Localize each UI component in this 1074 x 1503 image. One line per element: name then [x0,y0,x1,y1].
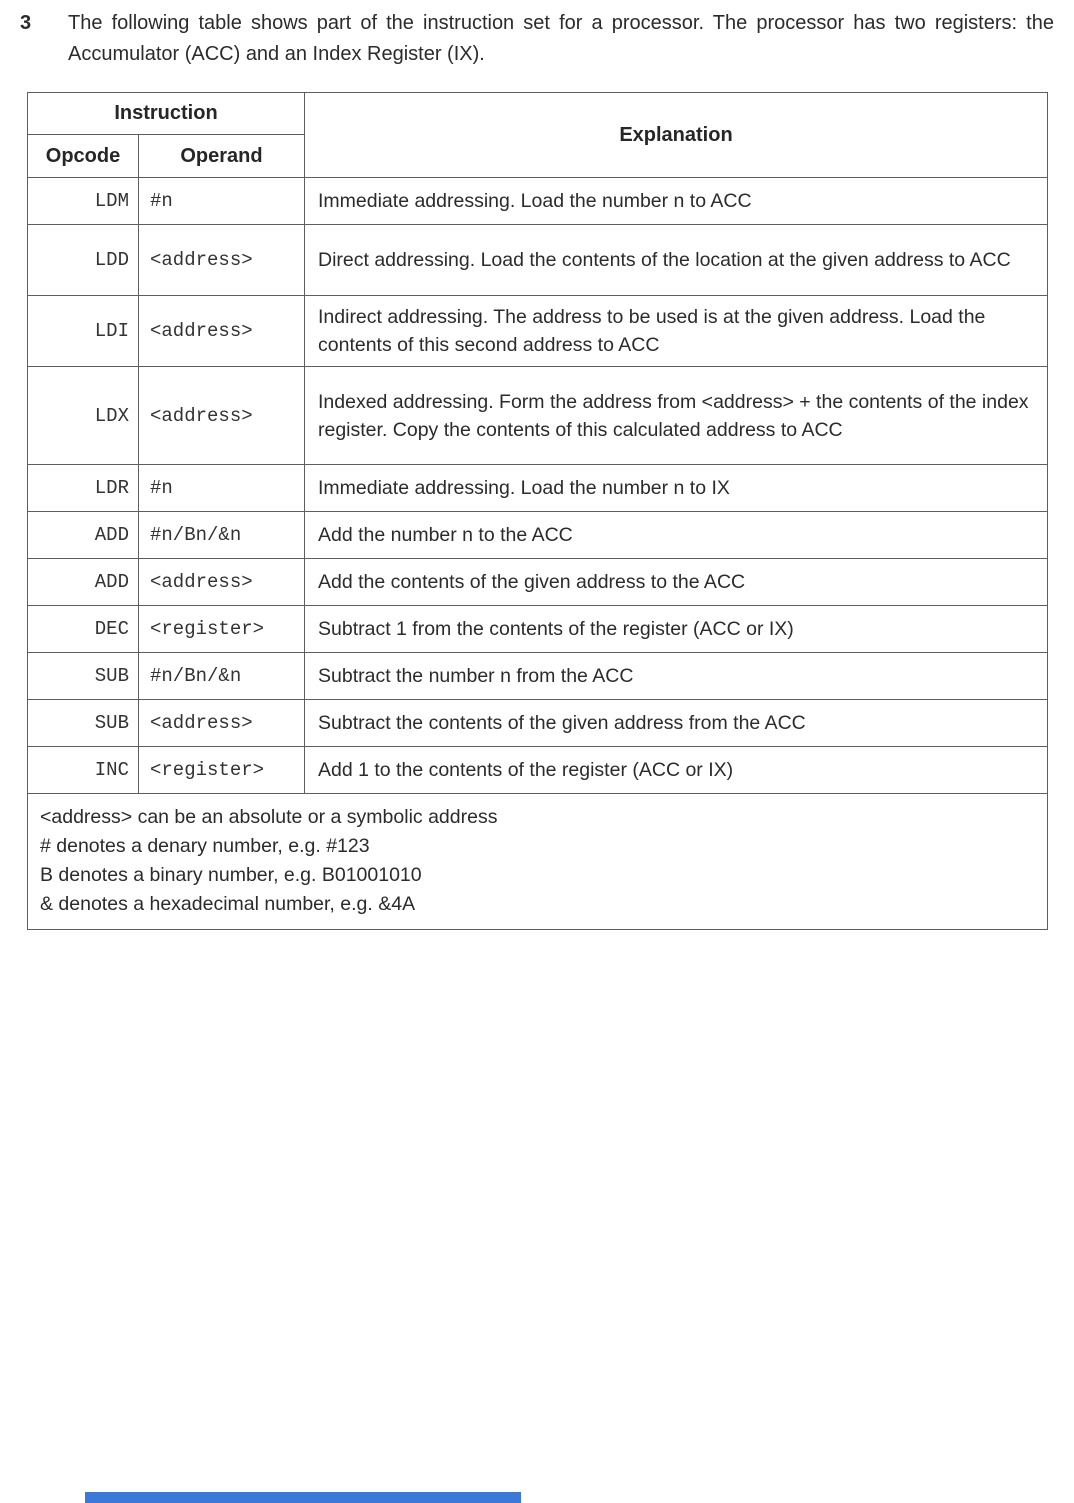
instruction-rows [28,178,1048,794]
table-row [28,559,1048,606]
explanation-cell: Direct addressing. Load the contents of the location at the given address to ACC [305,225,1048,296]
opcode-cell: SUB [28,700,139,747]
question-block [20,8,1054,70]
explanation-cell: Indirect addressing. The address to be used is at the given address. Load the contents of this second address to ACC [305,296,1048,367]
table-row [28,225,1048,296]
footnote-line: # denotes a denary number, e.g. #123 [40,835,370,857]
blue-bottom-bar [85,1492,521,1503]
footnote-line: <address> can be an absolute or a symbolic address [40,806,498,828]
operand-cell: <register> [139,747,305,794]
operand-cell: #n/Bn/&n [139,512,305,559]
opcode-cell: LDD [28,225,139,296]
explanation-cell: Indexed addressing. Form the address from <address> + the contents of the index register. Copy the contents of this calculated address to ACC [305,367,1048,465]
table-row [28,700,1048,747]
table-row [28,178,1048,225]
operand-cell: <address> [139,700,305,747]
header-operand: Operand [139,135,305,178]
operand-cell: #n [139,465,305,512]
table-header [28,93,1048,178]
operand-cell: <register> [139,606,305,653]
explanation-cell: Immediate addressing. Load the number n to IX [305,465,1048,512]
header-opcode: Opcode [28,135,139,178]
explanation-cell: Subtract 1 from the contents of the register (ACC or IX) [305,606,1048,653]
table-row [28,296,1048,367]
explanation-cell: Subtract the number n from the ACC [305,653,1048,700]
table-row [28,606,1048,653]
operand-cell: #n/Bn/&n [139,653,305,700]
explanation-cell: Add the number n to the ACC [305,512,1048,559]
table-row [28,512,1048,559]
operand-cell: <address> [139,225,305,296]
opcode-cell: ADD [28,512,139,559]
opcode-cell: INC [28,747,139,794]
footnote-line: B denotes a binary number, e.g. B01001010 [40,864,422,886]
opcode-cell: ADD [28,559,139,606]
opcode-cell: LDM [28,178,139,225]
header-explanation: Explanation [305,93,1048,178]
opcode-cell: LDI [28,296,139,367]
notation-footnotes [28,794,1048,930]
explanation-cell: Add 1 to the contents of the register (ACC or IX) [305,747,1048,794]
operand-cell: <address> [139,367,305,465]
table-row [28,747,1048,794]
table-row [28,653,1048,700]
footnote-line: & denotes a hexadecimal number, e.g. &4A [40,893,416,915]
table-footer [28,794,1048,930]
instruction-set-table [27,92,1048,930]
question-number: 3 [20,12,32,34]
header-instruction: Instruction [28,93,305,135]
opcode-cell: LDX [28,367,139,465]
table-row [28,367,1048,465]
table-row [28,465,1048,512]
opcode-cell: LDR [28,465,139,512]
opcode-cell: SUB [28,653,139,700]
operand-cell: <address> [139,296,305,367]
explanation-cell: Immediate addressing. Load the number n to ACC [305,178,1048,225]
question-text: The following table shows part of the instruction set for a processor. The processor has two registers: the Accumulator (ACC) and an Index Register (IX). [68,12,1054,65]
explanation-cell: Subtract the contents of the given address from the ACC [305,700,1048,747]
operand-cell: <address> [139,559,305,606]
operand-cell: #n [139,178,305,225]
opcode-cell: DEC [28,606,139,653]
explanation-cell: Add the contents of the given address to the ACC [305,559,1048,606]
